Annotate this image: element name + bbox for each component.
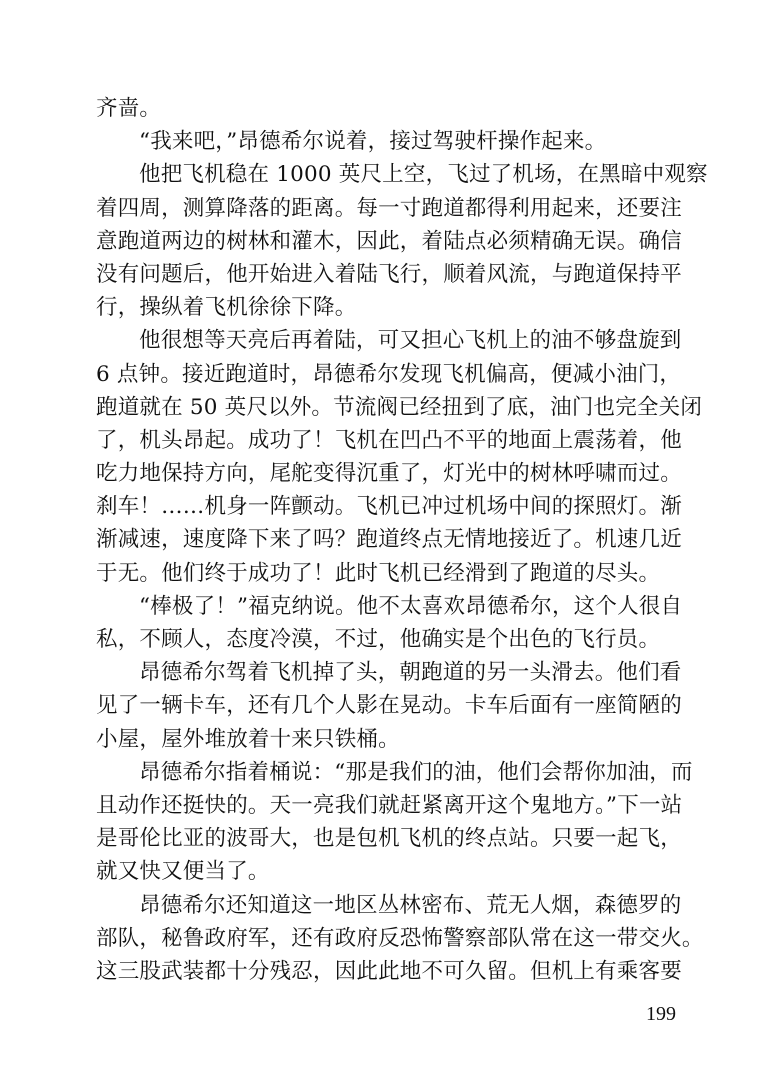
text-line: 刹车！……机身一阵颤动。飞机已冲过机场中间的探照灯。渐 [96,494,682,520]
text-line: 私，不顾人，态度冷漠，不过，他确实是个出色的飞行员。 [96,627,661,652]
text-line: 齐啬。 [96,96,162,121]
text-line: 部队，秘鲁政府军，还有政府反恐怖警察部队常在这一带交火。 [96,925,704,951]
text-line: 意跑道两边的树林和灌木，因此，着陆点必须精确无误。确信 [96,228,682,254]
text-line: 了，机头昂起。成功了！飞机在凹凸不平的地面上震荡着，他 [96,427,682,453]
text-line: 他很想等天亮后再着陆，可又担心飞机上的油不够盘旋到 [139,328,682,354]
text-line: 吃力地保持方向，尾舵变得沉重了，灯光中的树林呼啸而过。 [96,461,682,487]
text-line: 着四周，测算降落的距离。每一寸跑道都得利用起来，还要注 [96,195,682,221]
text-line: 这三股武装都十分残忍，因此此地不可久留。但机上有乘客要 [96,958,682,984]
text-line: 昂德希尔驾着飞机掉了头，朝跑道的另一头滑去。他们看 [139,660,682,686]
text-line: 就又快又便当了。 [96,859,270,885]
page-number: 199 [646,1003,676,1025]
text-line: “我来吧，”昂德希尔说着，接过驾驶杆操作起来。 [139,129,607,155]
text-line: “棒极了！”福克纳说。他不太喜欢昂德希尔，这个人很自 [139,593,683,619]
text-line: 昂德希尔还知道这一地区丛林密布、荒无人烟，森德罗的 [139,892,682,918]
text-line: 他把飞机稳在 1000 英尺上空，飞过了机场，在黑暗中观察 [139,162,708,188]
text-line: 跑道就在 50 英尺以外。节流阀已经扭到了底，油门也完全关闭 [96,394,703,420]
text-line: 没有问题后，他开始进入着陆飞行，顺着风流，与跑道保持平 [96,261,682,287]
text-line: 小屋，屋外堆放着十来只铁桶。 [96,726,400,752]
text-line: 于无。他们终于成功了！此时飞机已经滑到了跑道的尽头。 [96,560,661,586]
text-line: 行，操纵着飞机徐徐下降。 [96,295,357,321]
text-line: 6 点钟。接近跑道时，昂德希尔发现飞机偏高，便减小油门， [96,361,682,387]
page-text-body [96,92,708,988]
text-line: 是哥伦比亚的波哥大，也是包机飞机的终点站。只要一起飞， [96,826,682,852]
text-line: 见了一辆卡车，还有几个人影在晃动。卡车后面有一座简陋的 [96,693,682,719]
text-line: 且动作还挺快的。天一亮我们就赶紧离开这个鬼地方。”下一站 [96,792,683,818]
text-line: 渐减速，速度降下来了吗？跑道终点无情地接近了。机速几近 [96,527,682,553]
text-line: 昂德希尔指着桶说：“那是我们的油，他们会帮你加油，而 [139,759,693,785]
